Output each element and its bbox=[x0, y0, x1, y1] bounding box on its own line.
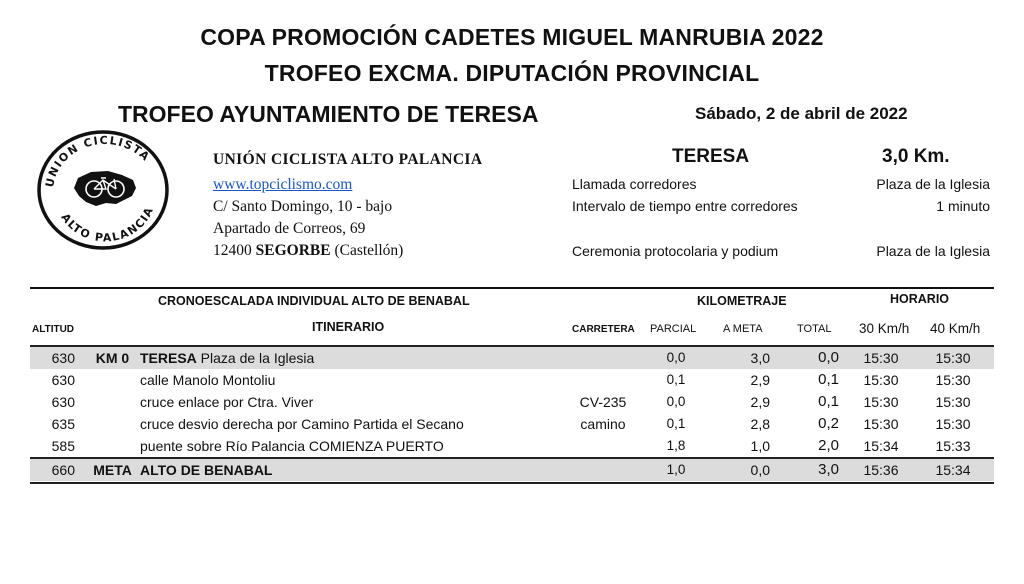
row-altitud: 630 bbox=[51, 350, 75, 366]
meta-divider-top bbox=[30, 457, 994, 459]
logo-text-top: UNION CICLISTA bbox=[43, 133, 153, 189]
subtitle-diputacion: TROFEO EXCMA. DIPUTACIÓN PROVINCIAL bbox=[264, 60, 760, 86]
row-place: Plaza de la Iglesia bbox=[196, 350, 315, 366]
row-km: KM 0 bbox=[95, 350, 130, 366]
row-itinerario bbox=[140, 350, 314, 366]
row-h40: 15:30 bbox=[935, 416, 971, 432]
row-a-meta: 3,0 bbox=[750, 350, 770, 366]
row-h40: 15:30 bbox=[935, 350, 971, 366]
row-h30: 15:30 bbox=[863, 394, 899, 410]
row-carretera: CV-235 bbox=[579, 394, 627, 410]
row-h40: 15:30 bbox=[935, 372, 971, 388]
city-name: SEGORBE bbox=[255, 242, 331, 259]
row-h30: 15:34 bbox=[863, 438, 899, 454]
row-h30: 15:30 bbox=[863, 416, 899, 432]
row-place: puente sobre Río Palancia COMIENZA PUERTO bbox=[140, 438, 444, 454]
event-distance: 3,0 Km. bbox=[882, 146, 950, 167]
row-parcial: 1,0 bbox=[666, 462, 686, 477]
row-parcial: 0,1 bbox=[666, 416, 686, 431]
table-bottom-rule bbox=[30, 482, 994, 484]
info-label-llamada: Llamada corredores bbox=[572, 176, 697, 192]
stage-title: CRONOESCALADA INDIVIDUAL ALTO DE BENABAL bbox=[158, 294, 470, 308]
horario-header: HORARIO bbox=[890, 292, 950, 306]
row-a-meta: 2,8 bbox=[750, 416, 770, 432]
row-h30: 15:30 bbox=[863, 372, 899, 388]
info-label-ceremonia: Ceremonia protocolaria y podium bbox=[572, 243, 779, 259]
row-itinerario bbox=[140, 394, 313, 410]
row-itinerario bbox=[140, 416, 464, 432]
row-parcial: 0,1 bbox=[666, 372, 686, 387]
table-row bbox=[30, 391, 994, 413]
row-a-meta: 0,0 bbox=[750, 462, 770, 478]
row-parcial: 1,8 bbox=[666, 438, 686, 453]
row-h40: 15:33 bbox=[935, 438, 971, 454]
col-itinerario: ITINERARIO bbox=[312, 320, 385, 334]
row-a-meta: 2,9 bbox=[750, 372, 770, 388]
col-carretera: CARRETERA bbox=[572, 324, 635, 335]
club-address-street: C/ Santo Domingo, 10 - bajo bbox=[213, 198, 393, 215]
subtitle-ayuntamiento: TROFEO AYUNTAMIENTO DE TERESA bbox=[118, 101, 539, 127]
info-value-intervalo: 1 minuto bbox=[936, 198, 990, 214]
logo-text-bottom: ALTO PALANCIA bbox=[58, 204, 157, 245]
row-total: 3,0 bbox=[818, 461, 839, 478]
info-value-llamada: Plaza de la Iglesia bbox=[876, 176, 990, 192]
col-40kmh: 40 Km/h bbox=[930, 321, 981, 336]
postal-code: 12400 bbox=[213, 242, 252, 259]
club-address-po-box: Apartado de Correos, 69 bbox=[213, 220, 366, 237]
col-parcial: PARCIAL bbox=[650, 323, 697, 335]
row-altitud: 630 bbox=[51, 372, 75, 388]
col-total: TOTAL bbox=[797, 323, 832, 335]
table-row bbox=[30, 347, 994, 369]
table-row bbox=[30, 435, 994, 457]
info-label-intervalo: Intervalo de tiempo entre corredores bbox=[572, 198, 798, 214]
col-altitud: ALTITUD bbox=[32, 324, 75, 335]
province: (Castellón) bbox=[334, 242, 404, 259]
club-address-city bbox=[213, 242, 403, 260]
row-total: 0,2 bbox=[818, 415, 839, 432]
row-itinerario bbox=[140, 462, 272, 478]
table-row bbox=[30, 413, 994, 435]
row-place: cruce enlace por Ctra. Viver bbox=[140, 394, 314, 410]
row-parcial: 0,0 bbox=[666, 350, 686, 365]
club-name: UNIÓN CICLISTA ALTO PALANCIA bbox=[213, 151, 483, 168]
row-total: 2,0 bbox=[818, 437, 839, 454]
table-row bbox=[30, 369, 994, 391]
row-carretera: camino bbox=[580, 416, 626, 432]
row-parcial: 0,0 bbox=[666, 394, 686, 409]
svg-text:ALTO PALANCIA bbox=[59, 204, 157, 244]
event-date: Sábado, 2 de abril de 2022 bbox=[695, 104, 908, 123]
club-logo-emblem bbox=[36, 128, 170, 252]
row-altitud: 630 bbox=[51, 394, 75, 410]
row-itinerario bbox=[140, 438, 444, 454]
row-total: 0,1 bbox=[818, 371, 839, 388]
row-a-meta: 1,0 bbox=[750, 438, 770, 454]
col-a-meta: A META bbox=[723, 323, 763, 335]
row-total: 0,0 bbox=[818, 349, 839, 366]
event-location: TERESA bbox=[672, 146, 750, 167]
row-altitud: 660 bbox=[51, 462, 75, 478]
row-place-bold: TERESA bbox=[140, 350, 197, 366]
main-title: COPA PROMOCIÓN CADETES MIGUEL MANRUBIA 2022 bbox=[200, 24, 824, 50]
row-place: cruce desvio derecha por Camino Partida el Secano bbox=[140, 416, 464, 432]
row-h40: 15:30 bbox=[935, 394, 971, 410]
table-row bbox=[30, 459, 994, 481]
row-itinerario bbox=[140, 372, 275, 388]
row-a-meta: 2,9 bbox=[750, 394, 770, 410]
row-altitud: 585 bbox=[51, 438, 75, 454]
row-altitud: 635 bbox=[51, 416, 75, 432]
row-h30: 15:30 bbox=[863, 350, 899, 366]
row-km: META bbox=[93, 462, 132, 478]
club-website-link[interactable]: www.topciclismo.com bbox=[213, 176, 353, 193]
row-h30: 15:36 bbox=[863, 462, 899, 478]
row-place: calle Manolo Montoliu bbox=[140, 372, 276, 388]
row-place-bold: ALTO DE BENABAL bbox=[140, 462, 273, 478]
row-total: 0,1 bbox=[818, 393, 839, 410]
col-30kmh: 30 Km/h bbox=[859, 321, 910, 336]
club-logo bbox=[36, 128, 170, 252]
info-value-ceremonia: Plaza de la Iglesia bbox=[876, 243, 990, 259]
table-top-rule bbox=[30, 287, 994, 289]
row-h40: 15:34 bbox=[935, 462, 971, 478]
kilometraje-header: KILOMETRAJE bbox=[697, 294, 787, 308]
